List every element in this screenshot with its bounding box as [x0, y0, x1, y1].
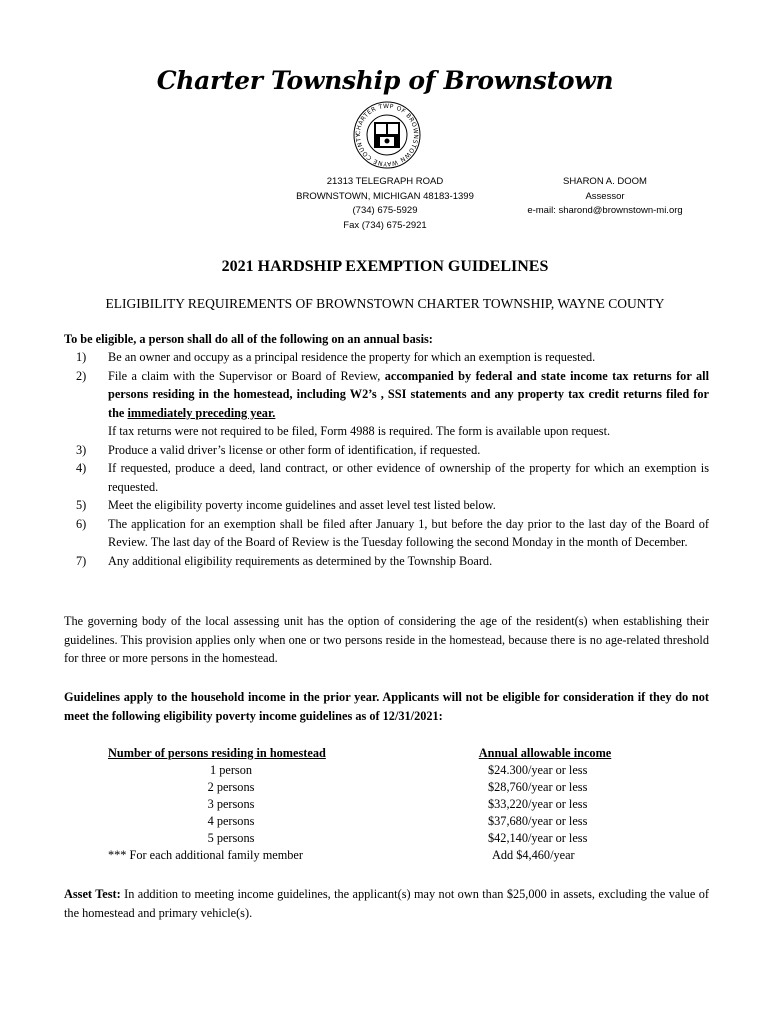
form-4988-note: If tax returns were not required to be filed, Form 4988 is required. The form is available upon request. [108, 424, 611, 438]
table-cell: 1 person [209, 763, 252, 777]
table-cell: Add $4,460/year [492, 848, 575, 862]
table-cell: 2 persons [207, 780, 255, 794]
table-cell: 5 persons [207, 831, 255, 845]
age-consideration-paragraph: The governing body of the local assessing unit has the option of considering the age of the resident(s) when establishing their guidelines. This provision applies only when one or two persons reside in the homestead, because there is no age-related threshold for three or more persons in the homestead. [64, 614, 709, 665]
list-item: 3) Produce a valid driver’s license or other form of identification, if requested. [76, 442, 481, 457]
table-cell: $42,140/year or less [488, 831, 588, 845]
income-column-header: Annual allowable income [478, 746, 612, 760]
assessor-name: SHARON A. DOOM [563, 176, 647, 187]
list-item: 6) The application for an exemption shall be filed after January 1, but before the day prior to the last day of the Board of Review. The last day of the Board of Review is the Tuesday following the second Monday in the month of December. [76, 516, 709, 549]
table-cell: *** For each additional family member [108, 848, 303, 862]
list-item: 5) Meet the eligibility poverty income guidelines and asset level test listed below. [76, 498, 496, 512]
income-column [460, 745, 630, 864]
list-item: 2) File a claim with the Supervisor or Board of Review, accompanied by federal and state income tax returns for all persons residing in the homestead, including W2’s , SSI statements and any property tax credit returns filed for the immediately preceding year. If tax returns were not required to be filed, Form 4988 is required. The form is available upon request. [64, 367, 709, 441]
document-subtitle: ELIGIBILITY REQUIREMENTS OF BROWNSTOWN CHARTER TOWNSHIP, WAYNE COUNTY [105, 296, 665, 311]
table-cell: $28,760/year or less [488, 780, 588, 794]
org-name: Charter Township of Brownstown [156, 66, 614, 95]
table-cell: $37,680/year or less [488, 814, 588, 828]
asset-test-paragraph: Asset Test: In addition to meeting income guidelines, the applicant(s) may not own than $25,000 in assets, excluding the value of the homestead and primary vehicle(s). [64, 887, 709, 920]
table-cell: 3 persons [207, 797, 255, 811]
table-cell: $33,220/year or less [488, 797, 588, 811]
requirements-list [64, 348, 709, 570]
table-cell: $24.300/year or less [488, 763, 588, 777]
township-address [270, 175, 500, 233]
seal-text: CHARTER TWP OF BROWNSTOWN WAYNE COUNTY [354, 102, 420, 168]
list-item: 7) Any additional eligibility requirements as determined by the Township Board. [76, 553, 493, 568]
document-title: 2021 HARDSHIP EXEMPTION GUIDELINES [221, 258, 549, 275]
persons-column [108, 745, 368, 864]
table-cell: 4 persons [207, 814, 255, 828]
fax-number: Fax (734) 675-2921 [343, 219, 427, 231]
address-line: 21313 TELEGRAPH ROAD [326, 176, 444, 187]
assessor-email: e-mail: sharond@brownstown-mi.org [527, 205, 683, 216]
asset-test-label: Asset Test: [64, 887, 121, 901]
list-item: 4) If requested, produce a deed, land contract, or other evidence of ownership of the property for which an exemption is requested. [76, 461, 709, 494]
persons-column-header: Number of persons residing in homestead [108, 746, 326, 760]
eligibility-lead: To be eligible, a person shall do all of the following on an annual basis: [64, 332, 433, 346]
address-line: BROWNSTOWN, MICHIGAN 48183-1399 [296, 190, 474, 202]
assessor-contact [500, 175, 710, 219]
phone-number: (734) 675-5929 [352, 205, 418, 216]
list-item: 1) Be an owner and occupy as a principal residence the property for which an exemption is requested. [76, 350, 596, 364]
township-seal-icon [352, 100, 422, 170]
income-guidelines-paragraph: Guidelines apply to the household income in the prior year. Applicants will not be eligible for consideration if they do not meet the following eligibility poverty income guidelines as of 12/31/2021: [64, 690, 709, 723]
assessor-title: Assessor [585, 190, 625, 202]
